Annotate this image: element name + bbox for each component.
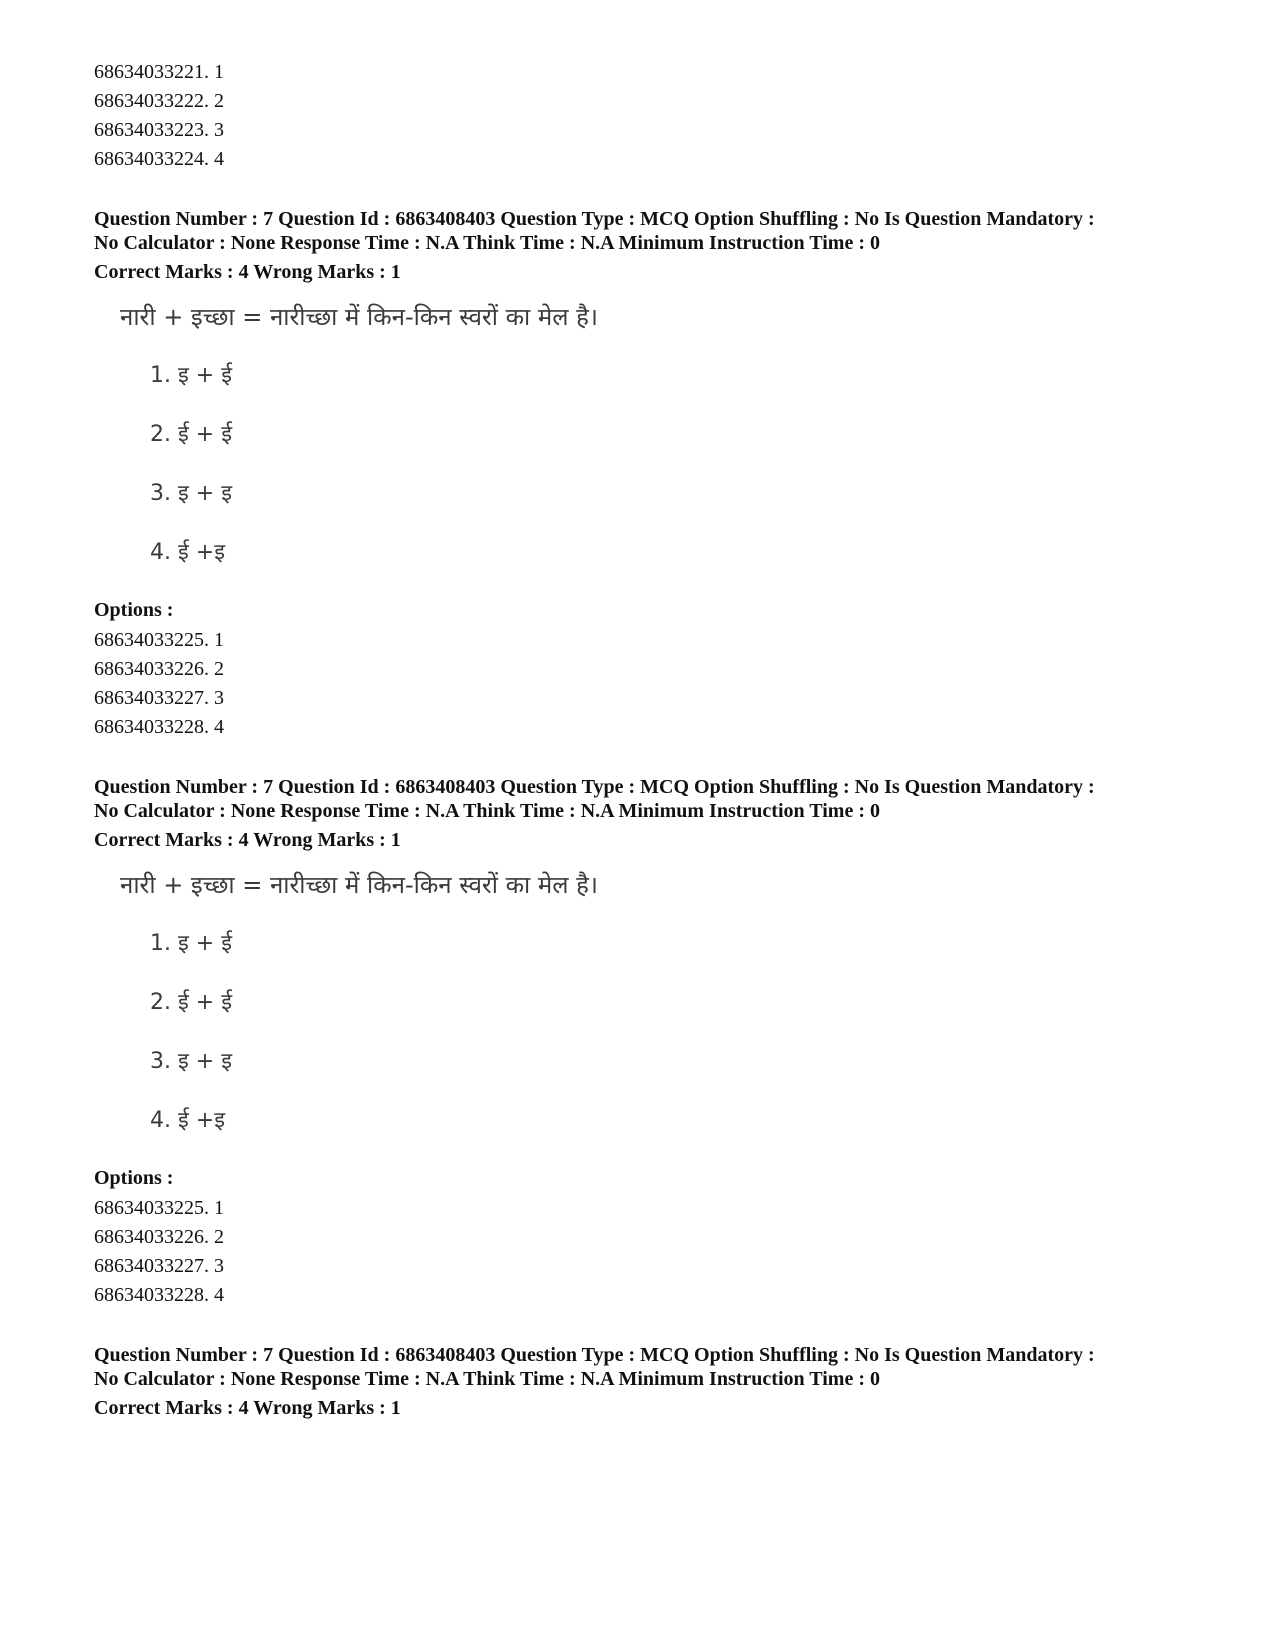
question-marks: Correct Marks : 4 Wrong Marks : 1 (94, 1397, 401, 1419)
question-marks: Correct Marks : 4 Wrong Marks : 1 (94, 829, 401, 851)
options-label: Options : (94, 1167, 174, 1189)
option-line: 68634033224. 4 (94, 148, 224, 170)
question-choice: 1. इ + ई (150, 363, 233, 388)
question-block (94, 1343, 1194, 1420)
question-choice: 4. ई +इ (150, 540, 226, 565)
option-line: 68634033226. 2 (94, 658, 224, 680)
question-text: नारी + इच्छा = नारीच्छा में किन-किन स्वरों का मेल है। (120, 871, 598, 899)
option-line: 68634033226. 2 (94, 1226, 224, 1248)
question-meta-line-1: Question Number : 7 Question Id : 6863408403 Question Type : MCQ Option Shuffling : No Is Question Mandatory : (94, 1344, 1095, 1366)
option-line: 68634033228. 4 (94, 1284, 224, 1306)
question-choice: 2. ई + ई (150, 990, 233, 1015)
option-line: 68634033227. 3 (94, 1255, 224, 1277)
option-line: 68634033228. 4 (94, 716, 224, 738)
question-block (94, 775, 1194, 1310)
question-block (94, 207, 1194, 742)
option-line: 68634033227. 3 (94, 687, 224, 709)
question-choice: 4. ई +इ (150, 1108, 226, 1133)
question-meta-line-1: Question Number : 7 Question Id : 6863408403 Question Type : MCQ Option Shuffling : No Is Question Mandatory : (94, 776, 1095, 798)
question-choice: 1. इ + ई (150, 931, 233, 956)
options-label: Options : (94, 599, 174, 621)
option-line: 68634033225. 1 (94, 1197, 224, 1219)
question-meta-line-2: No Calculator : None Response Time : N.A Think Time : N.A Minimum Instruction Time : 0 (94, 232, 880, 254)
question-meta-line-2: No Calculator : None Response Time : N.A Think Time : N.A Minimum Instruction Time : 0 (94, 800, 880, 822)
option-line: 68634033223. 3 (94, 119, 224, 141)
question-choice: 3. इ + इ (150, 1049, 233, 1074)
question-meta-line-1: Question Number : 7 Question Id : 6863408403 Question Type : MCQ Option Shuffling : No Is Question Mandatory : (94, 208, 1095, 230)
question-image (94, 302, 1194, 568)
document-page (94, 58, 1194, 1420)
option-line: 68634033225. 1 (94, 629, 224, 651)
option-line: 68634033221. 1 (94, 61, 224, 83)
option-line: 68634033222. 2 (94, 90, 224, 112)
question-marks: Correct Marks : 4 Wrong Marks : 1 (94, 261, 401, 283)
top-options-list (94, 58, 1194, 174)
question-text: नारी + इच्छा = नारीच्छा में किन-किन स्वरों का मेल है। (120, 303, 598, 331)
question-meta-line-2: No Calculator : None Response Time : N.A Think Time : N.A Minimum Instruction Time : 0 (94, 1368, 880, 1390)
question-image (94, 870, 1194, 1136)
question-choice: 2. ई + ई (150, 422, 233, 447)
question-choice: 3. इ + इ (150, 481, 233, 506)
